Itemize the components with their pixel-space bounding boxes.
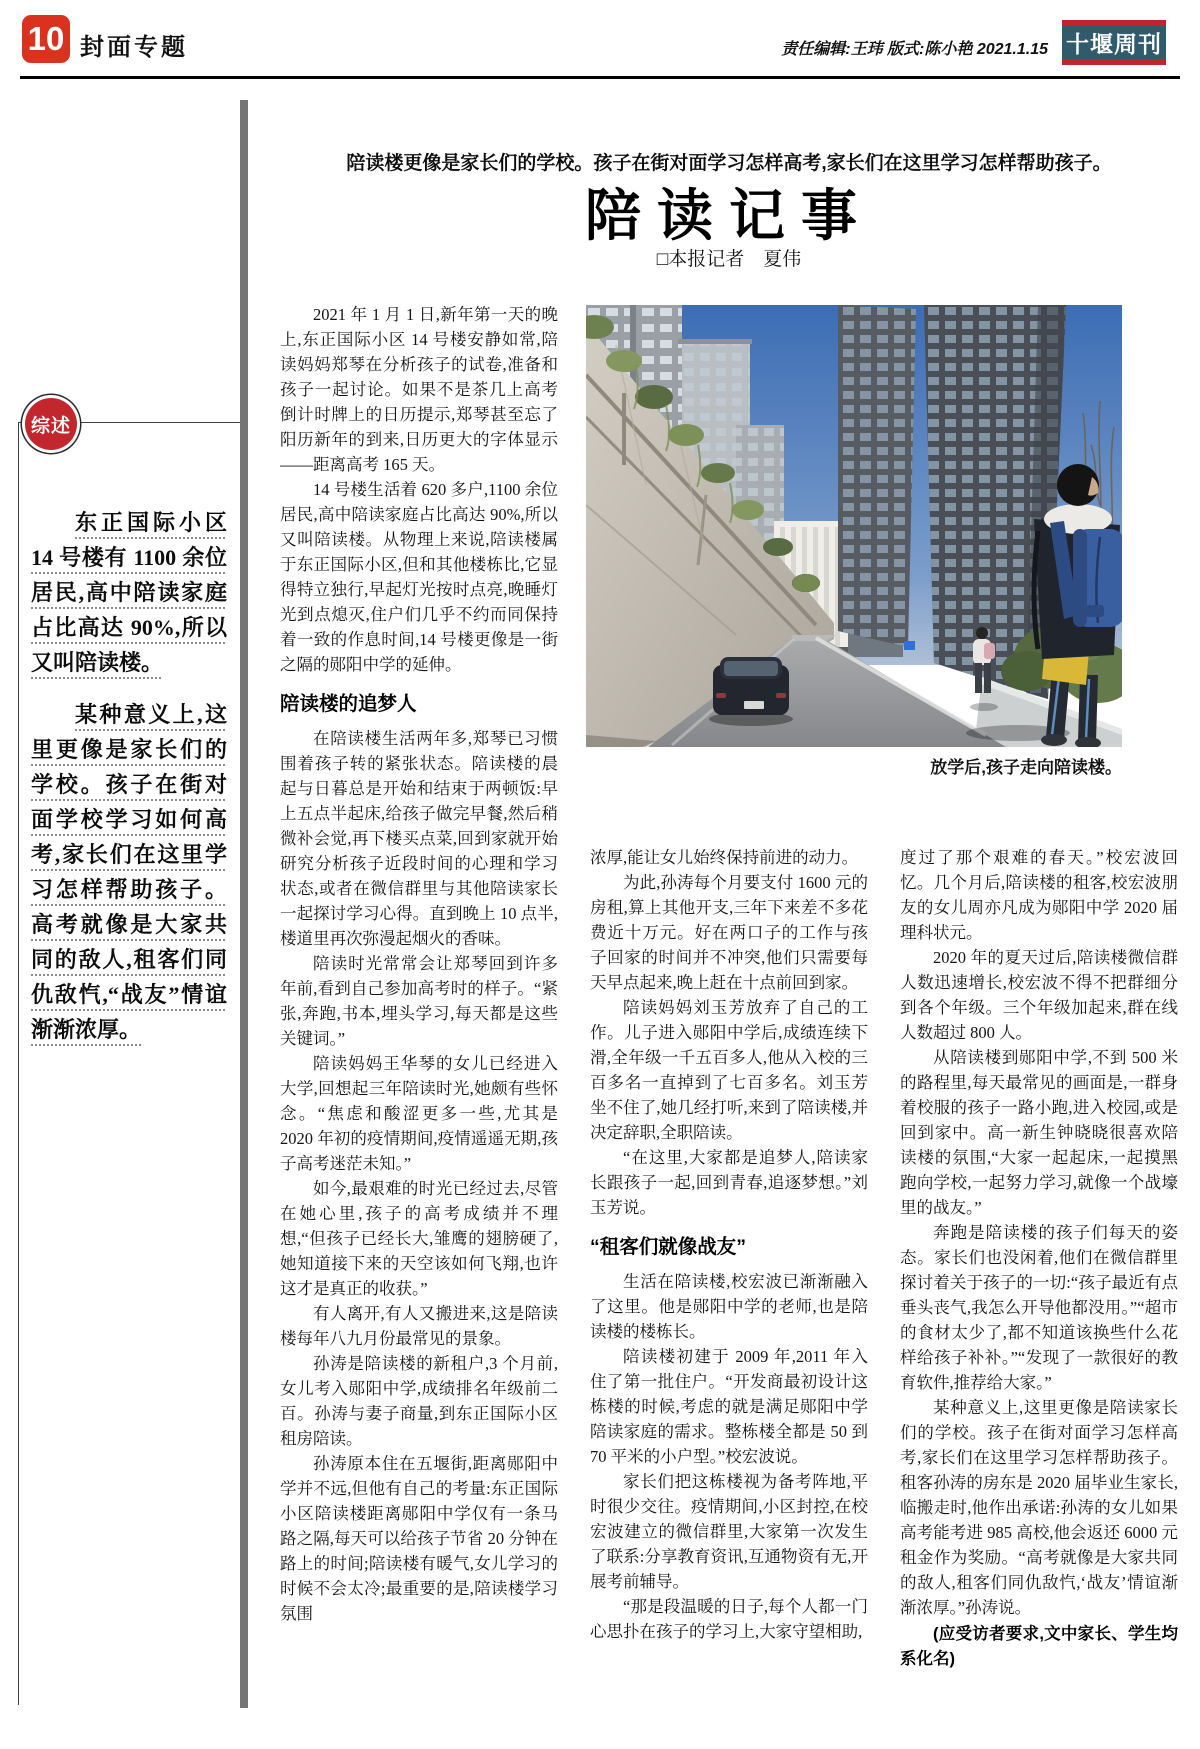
street-photo xyxy=(586,305,1122,747)
masthead-bottom-bar xyxy=(1062,59,1166,65)
anonymity-note: (应受访者要求,文中家长、学生均系化名) xyxy=(900,1625,1178,1668)
article-paragraph: 14 号楼生活着 620 多户,1100 余位居民,高中陪读家庭占比高达 90%,所以又叫陪读楼。从物理上来说,陪读楼属于东正国际小区,但和其他楼栋比,它显得特立独行,早起灯光按时点亮,晚睡灯光到点熄灭,住户们几乎不约而同保持着一致的作息时间,14 号楼更像是一街之隔的郧阳中学的延伸。 xyxy=(280,480,558,674)
article-paragraph: 陪读时光常常会让郑琴回到许多年前,看到自己参加高考时的样子。“紧张,奔跑,书本,埋头学习,每天都是这些关键词。” xyxy=(280,954,558,1048)
byline: □本报记者 夏伟 xyxy=(656,249,802,270)
masthead-title: 十堰周刊 xyxy=(1062,26,1166,59)
article-paragraph: 度过了那个艰难的春天。”校宏波回忆。几个月后,陪读楼的租客,校宏波朋友的女儿周亦凡成为郧阳中学 2020 届理科状元。 xyxy=(900,848,1178,942)
summary-paragraph: 东正国际小区 14 号楼有 1100 余位居民,高中陪读家庭占比高达 90%,所以又叫陪读楼。 xyxy=(31,510,227,675)
article-paragraph: 2020 年的夏天过后,陪读楼微信群人数迅速增长,校宏波不得不把群细分到各个年级。三个年级加起来,群在线人数超过 800 人。 xyxy=(900,948,1178,1042)
summary-badge-label: 综述 xyxy=(30,415,71,437)
article-paragraph: 陪读妈妈王华琴的女儿已经进入大学,回想起三年陪读时光,她颇有些怀念。“焦虑和酸涩更多一些,尤其是 2020 年初的疫情期间,疫情遥遥无期,孩子高考迷茫未知。” xyxy=(280,1054,558,1173)
article-column-2 xyxy=(590,845,868,1705)
article-title: 陪读记事 xyxy=(585,186,873,248)
editor-credits: 责任编辑:王玮 版式:陈小艳 2021.1.15 xyxy=(781,41,1048,58)
article-paragraph: 生活在陪读楼,校宏波已渐渐融入了这里。他是郧阳中学的老师,也是陪读楼的楼栋长。 xyxy=(590,1272,868,1341)
article-paragraph: 家长们把这栋楼视为备考阵地,平时很少交往。疫情期间,小区封控,在校宏波建立的微信群里,大家第一次发生了联系:分享教育资讯,互通物资有无,开展考前辅导。 xyxy=(590,1472,868,1591)
article-paragraph: 陪读妈妈刘玉芳放弃了自己的工作。儿子进入郧阳中学后,成绩连续下滑,全年级一千五百多人,他从入校的三百多名一直掉到了七百多名。刘玉芳坐不住了,她几经打听,来到了陪读楼,并决定辞职,全职陪读。 xyxy=(590,998,868,1142)
article-paragraph: 有人离开,有人又搬进来,这是陪读楼每年八九月份最常见的景象。 xyxy=(280,1304,558,1348)
page-number-badge xyxy=(22,15,70,63)
article-column-1 xyxy=(280,302,558,1704)
summary-badge xyxy=(25,398,77,450)
headline-kicker: 陪读楼更像是家长们的学校。孩子在街对面学习怎样高考,家长们在这里学习怎样帮助孩子。 xyxy=(346,153,1112,174)
section-title: 封面专题 xyxy=(80,34,188,61)
article-paragraph: 在陪读楼生活两年多,郑琴已习惯围着孩子转的紧张状态。陪读楼的晨起与日暮总是开始和结束于两顿饭:早上五点半起床,给孩子做完早餐,然后稍微补会觉,再下楼买点菜,回到家就开始研究分析孩子近段时间的心理和学习状态,或者在微信群里与其他陪读家长一起探讨学习心得。直到晚上 10 点半,楼道里再次弥漫起烟火的香味。 xyxy=(280,729,558,948)
article-paragraph: 从陪读楼到郧阳中学,不到 500 米的路程里,每天最常见的画面是,一群身着校服的孩子一路小跑,进入校园,或是回到家中。高一新生钟晓晓很喜欢陪读楼的氛围,“大家一起起床,一起摸黑跑向学校,一起努力学习,就像一个战壕里的战友。” xyxy=(900,1048,1178,1217)
article-paragraph: “那是段温暖的日子,每个人都一门心思扑在孩子的学习上,大家守望相助, xyxy=(590,1597,868,1641)
article-paragraph: 如今,最艰难的时光已经过去,尽管在她心里,孩子的高考成绩并不理想,“但孩子已经长大,雏鹰的翅膀硬了,她知道接下来的天空该如何飞翔,也许这才是真正的收获。” xyxy=(280,1179,558,1298)
masthead-badge xyxy=(1062,20,1166,65)
photo-caption: 放学后,孩子走向陪读楼。 xyxy=(930,758,1122,777)
article-paragraph: 孙涛原本住在五堰街,距离郧阳中学并不远,但他有自己的考量:东正国际小区陪读楼距离郧阳中学仅有一条马路之隔,每天可以给孩子节省 20 分钟在路上的时间;陪读楼有暖气,女儿学习的时候不会太冷;最重要的是,陪读楼学习氛围 xyxy=(280,1454,558,1623)
article-paragraph: 陪读楼初建于 2009 年,2011 年入住了第一批住户。“开发商最初设计这栋楼的时候,考虑的就是满足郧阳中学陪读家庭的需求。整栋楼全都是 50 到 70 平米的小户型。”校宏波说。 xyxy=(590,1347,868,1466)
article-paragraph: 某种意义上,这里更像是陪读家长们的学校。孩子在街对面学习怎样高考,家长们在这里学习怎样帮助孩子。租客孙涛的房东是 2020 届毕业生家长,临搬走时,他作出承诺:孙涛的女儿如果高考能考进 985 高校,他会返还 6000 元租金作为奖励。“高考就像是大家共同的敌人,租客们同仇敌忾,‘战友’情谊渐渐浓厚。”孙涛说。 xyxy=(900,1398,1178,1617)
article-paragraph: “在这里,大家都是追梦人,陪读家长跟孩子一起,回到青春,追逐梦想。”刘玉芳说。 xyxy=(590,1148,868,1217)
vertical-divider-bar xyxy=(240,100,248,1708)
article-paragraph: 奔跑是陪读楼的孩子们每天的姿态。家长们也没闲着,他们在微信群里探讨着关于孩子的一切:“孩子最近有点垂头丧气,我怎么开导他都没用。”“超市的食材太少了,都不知道该换些什么花样给孩子补补。”“发现了一款很好的教育软件,推荐给大家。” xyxy=(900,1223,1178,1392)
article-paragraph: 为此,孙涛每个月要支付 1600 元的房租,算上其他开支,三年下来差不多花费近十万元。好在两口子的工作与孩子回家的时间并不冲突,他们只需要每天早点起来,晚上赶在十点前回到家。 xyxy=(590,873,868,992)
subheading-comrades: “租客们就像战友” xyxy=(590,1236,747,1258)
car xyxy=(709,657,793,726)
article-paragraph: 浓厚,能让女儿始终保持前进的动力。 xyxy=(590,848,859,867)
summary-paragraph: 某种意义上,这里更像是家长们的学校。孩子在街对面学校学习如何高考,家长们在这里学习怎样帮助孩子。高考就像是大家共同的敌人,租客们同仇敌忾,“战友”情谊渐渐浓厚。 xyxy=(31,702,227,1042)
subheading-dream-chasers: 陪读楼的追梦人 xyxy=(280,693,417,715)
header-divider xyxy=(20,76,1180,79)
street-photo-illustration xyxy=(586,305,1122,747)
article-paragraph: 2021 年 1 月 1 日,新年第一天的晚上,东正国际小区 14 号楼安静如常,陪读妈妈郑琴在分析孩子的试卷,准备和孩子一起讨论。如果不是茶几上高考倒计时牌上的日历提示,郑琴甚至忘了阳历新年的到来,日历更大的字体显示——距离高考 165 天。 xyxy=(280,305,558,474)
summary-text xyxy=(31,505,227,1047)
page-number: 10 xyxy=(27,20,65,57)
article-column-3 xyxy=(900,845,1178,1705)
article-paragraph: 孙涛是陪读楼的新租户,3 个月前,女儿考入郧阳中学,成绩排名年级前二百。孙涛与妻子商量,到东正国际小区租房陪读。 xyxy=(280,1354,558,1448)
